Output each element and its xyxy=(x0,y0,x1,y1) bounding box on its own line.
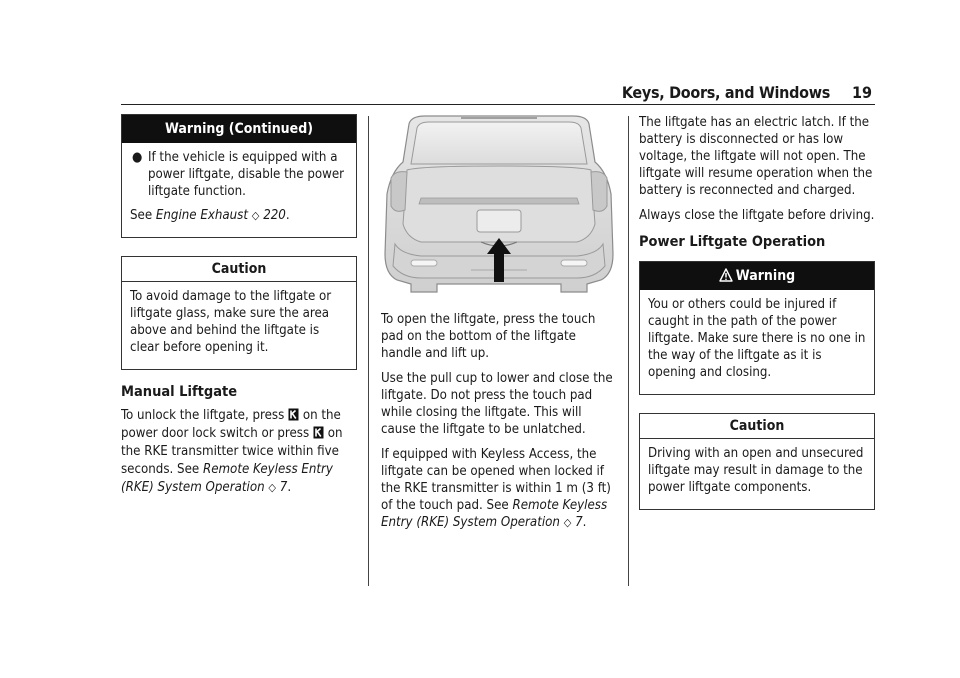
warning-continued-box xyxy=(121,114,357,238)
engine-exhaust-link[interactable]: Engine Exhaust xyxy=(155,208,248,223)
warning-bullet xyxy=(130,149,348,200)
column-right xyxy=(639,114,875,524)
always-close-text: Always close the liftgate before driving. xyxy=(639,208,875,223)
power-liftgate-caution-text: Driving with an open and unsecured liftgate may result in damage to the power liftgate components. xyxy=(648,446,864,495)
bullet-icon: ● xyxy=(132,150,143,165)
cross-ref-icon: ◇ xyxy=(563,516,572,529)
power-liftgate-warning-box xyxy=(639,261,875,395)
section-header-title: Keys, Doors, and Windows xyxy=(621,83,830,102)
manual-liftgate-heading: Manual Liftgate xyxy=(121,384,238,400)
warning-title: Warning xyxy=(640,262,874,290)
warning-continued-title: Warning (Continued) xyxy=(122,115,356,143)
rke-system-link[interactable]: Remote Keyless Entry (RKE) System Operation xyxy=(121,462,333,495)
column-middle xyxy=(381,114,617,539)
close-liftgate-text: Use the pull cup to lower and close the liftgate. Do not press the touch pad while closing the liftgate. This will cause the liftgate to be unlatched. xyxy=(381,371,613,437)
manual-liftgate-text: To unlock the liftgate, press on the power door lock switch or press on the RKE transmitter twice within five seconds. See Remote Keyless Entry (RKE) System Operation ◇ 7. xyxy=(121,408,343,495)
column-divider xyxy=(368,116,369,586)
caution-title: Caution xyxy=(122,257,356,282)
unlock-key-icon xyxy=(288,408,299,421)
rke-system-link[interactable]: Remote Keyless Entry (RKE) System Operation xyxy=(381,498,608,530)
page-ref-220[interactable]: 220 xyxy=(263,208,286,223)
warning-bullet-text: If the vehicle is equipped with a power liftgate, disable the power liftgate function. xyxy=(148,150,345,199)
caution-box xyxy=(121,256,357,370)
keyless-access-text: If equipped with Keyless Access, the liftgate can be opened when locked if the RKE transmitter is within 1 m (3 ft) of the touch pad. See Remote Keyless Entry (RKE) System Operation ◇ 7. xyxy=(381,447,611,530)
caution-title: Caution xyxy=(640,414,874,439)
column-left xyxy=(121,114,357,505)
column-divider xyxy=(628,116,629,586)
unlock-key-icon xyxy=(313,426,324,439)
caution-text: To avoid damage to the liftgate or liftgate glass, make sure the area above and behind the liftgate is clear before opening it. xyxy=(130,289,332,355)
power-liftgate-caution-box xyxy=(639,413,875,510)
page-ref-7[interactable]: 7 xyxy=(279,480,288,495)
warning-see-reference: See Engine Exhaust ◇ 220. xyxy=(130,208,290,223)
power-liftgate-heading: Power Liftgate Operation xyxy=(639,234,826,250)
page-ref-7[interactable]: 7 xyxy=(575,515,583,530)
cross-ref-icon: ◇ xyxy=(268,481,277,494)
open-liftgate-text: To open the liftgate, press the touch pad on the bottom of the liftgate handle and lift up. xyxy=(381,312,596,361)
power-liftgate-warning-text: You or others could be injured if caught in the path of the power liftgate. Make sure there is no one in the way of the liftgate as it is opening and closing. xyxy=(648,297,866,380)
electric-latch-text: The liftgate has an electric latch. If the battery is disconnected or has low voltage, the liftgate will not open. The liftgate will resume operation when the battery is reconnected and charged. xyxy=(639,115,873,198)
vehicle-rear-liftgate-illustration xyxy=(381,114,617,294)
page-number: 19 xyxy=(851,83,872,102)
header-rule xyxy=(121,104,875,105)
warning-triangle-icon xyxy=(719,268,733,282)
cross-ref-icon: ◇ xyxy=(251,209,260,222)
